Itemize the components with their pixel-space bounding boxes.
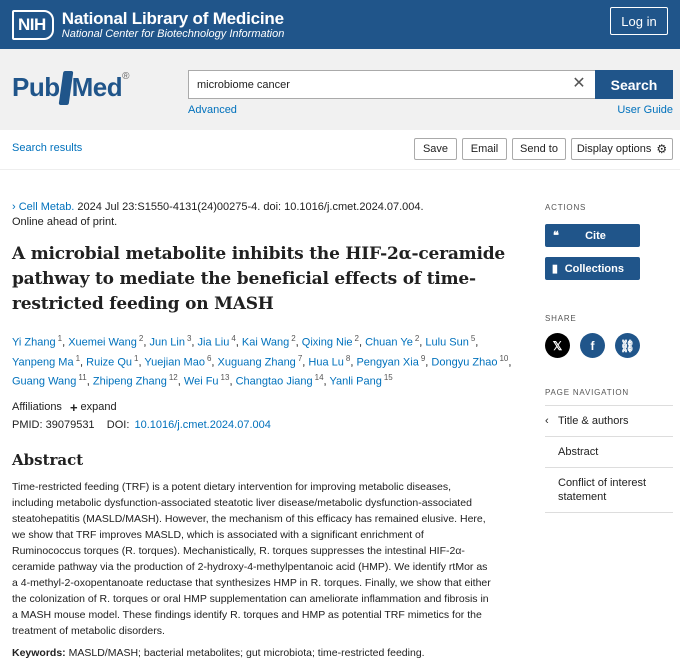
cite-button[interactable] [545, 224, 640, 247]
nih-banner [0, 0, 680, 49]
save-button[interactable]: Save [414, 138, 457, 160]
nih-subtitle: National Center for Biotechnology Information [61, 27, 285, 40]
citation-details: 2024 Jul 23:S1550-4131(24)00275-4. doi: 10.1016/j.cmet.2024.07.004. [74, 201, 424, 213]
nav-item-abstract[interactable]: Abstract [545, 437, 673, 468]
affiliation-number[interactable]: 2 [354, 334, 359, 343]
author-link[interactable]: Xuemei Wang [68, 336, 137, 349]
affiliation-number[interactable]: 2 [291, 334, 296, 343]
author-link[interactable]: Wei Fu [183, 375, 219, 388]
collections-label: Collections [564, 262, 624, 275]
nav-item-conflict[interactable]: Conflict of interest statement [545, 468, 673, 513]
keywords-list: MASLD/MASH; bacterial metabolites; gut microbiota; time-restricted feeding. [65, 646, 425, 659]
send-to-button[interactable]: Send to [512, 138, 566, 160]
link-share-icon[interactable]: ⛓ [615, 333, 640, 358]
article-main [12, 200, 512, 659]
affiliation-number[interactable]: 13 [220, 373, 230, 383]
author-link[interactable]: Jia Liu [197, 336, 230, 349]
login-button[interactable]: Log in [610, 7, 668, 35]
abstract-heading: Abstract [12, 450, 84, 469]
keywords-label: Keywords: [12, 646, 66, 659]
affiliation-number[interactable]: 3 [186, 334, 192, 343]
author-link[interactable]: Hua Lu [308, 356, 344, 369]
nav-item-title-authors[interactable] [545, 406, 673, 437]
sidebar [545, 200, 673, 513]
share-buttons [545, 333, 673, 358]
affiliation-number[interactable]: 14 [314, 373, 324, 383]
affiliations-row[interactable] [12, 400, 512, 415]
doi-link[interactable]: 10.1016/j.cmet.2024.07.004 [134, 418, 271, 431]
x-share-icon[interactable]: 𝕏 [545, 333, 570, 358]
affiliation-number[interactable]: 12 [168, 373, 178, 383]
display-options-button[interactable] [571, 138, 673, 160]
pubmed-logo[interactable] [12, 71, 129, 105]
author-link[interactable]: Changtao Jiang [235, 375, 313, 388]
publication-status: Online ahead of print. [12, 216, 118, 228]
gear-icon: ⚙ [656, 142, 668, 156]
author-link[interactable]: Lulu Sun [425, 336, 469, 349]
journal-link[interactable]: Cell Metab. [18, 201, 75, 213]
article-title: A microbial metabolite inhibits the HIF-2α-ceramide pathway to mediate the beneficial effects of time-restricted feeding on MASH [12, 244, 506, 314]
pubmed-logo-pub: Pub [12, 72, 60, 102]
facebook-share-icon[interactable]: f [580, 333, 605, 358]
affiliation-number[interactable]: 8 [345, 353, 351, 363]
author-link[interactable]: Yanpeng Ma [12, 356, 74, 369]
author-link[interactable]: Pengyan Xia [356, 356, 419, 369]
affiliation-number[interactable]: 5 [470, 334, 476, 343]
abstract-text: Time-restricted feeding (TRF) is a potent dietary intervention for improving metabolic diseases, including metabolic dysfunction-associated steatotic liver disease/metabolic dysfunction-associated steatohepatitis (MASLD/MASH). However, the mechanism of this efficacy has remained elusive. Here, we show that TRF improves MASLD, which is associated with a significant enrichment of Ruminococcus torques (R. torques). Mechanistically, R. torques suppresses the intestinal HIF-2α-ceramide pathway via the production of 2-hydroxy-4-methylpentanoic acid (HMP). We identify rtMor as a 4-methyl-2-oxopentanoate reductase that synthesizes HMP in R. torques. Finally, we show that either the colonization of R. torques or oral HMP supplementation can ameliorate inflammation and fibrosis in a MASH mouse model. These findings identify R. torques and HMP as potential TRF mimetics for the treatment of metabolic disorders. [12, 480, 491, 637]
actions-heading: ACTIONS [545, 203, 587, 212]
affiliation-number[interactable]: 9 [420, 353, 426, 363]
search-header [0, 49, 680, 130]
author-link[interactable]: Qixing Nie [301, 336, 353, 349]
page-navigation-heading: PAGE NAVIGATION [545, 388, 630, 397]
affiliations-label: Affiliations [12, 401, 62, 414]
affiliation-number[interactable]: 15 [383, 373, 393, 383]
affiliation-number[interactable]: 10 [499, 353, 509, 363]
affiliation-number[interactable]: 11 [78, 373, 87, 383]
registered-mark: ® [122, 71, 129, 82]
author-link[interactable]: Guang Wang [12, 375, 77, 388]
clear-icon[interactable]: ✕ [572, 75, 586, 92]
affiliation-number[interactable]: 1 [57, 334, 63, 343]
author-link[interactable]: Ruize Qu [86, 356, 133, 369]
affiliation-number[interactable]: 7 [297, 353, 303, 363]
user-guide-link[interactable]: User Guide [617, 104, 673, 116]
plus-icon: + [69, 399, 78, 415]
article-toolbar [0, 130, 680, 170]
affiliation-number[interactable]: 1 [75, 353, 81, 363]
email-button[interactable]: Email [462, 138, 507, 160]
pmid: PMID: 39079531 [12, 418, 95, 431]
author-link[interactable]: Kai Wang [241, 336, 290, 349]
nav-item-label: Title & authors [558, 415, 629, 427]
citation-line [12, 200, 512, 215]
doi-label: DOI: [106, 418, 130, 431]
affiliation-number[interactable]: 6 [206, 353, 212, 363]
affiliation-number[interactable]: 2 [414, 334, 420, 343]
expand-label: expand [80, 401, 117, 414]
author-link[interactable]: Zhipeng Zhang [92, 375, 167, 388]
identifiers [12, 419, 512, 431]
affiliation-number[interactable]: 4 [231, 334, 236, 343]
display-options-label: Display options [576, 143, 652, 155]
author-link[interactable]: Xuguang Zhang [217, 356, 296, 369]
author-link[interactable]: Chuan Ye [365, 336, 413, 349]
author-link[interactable]: Jun Lin [149, 336, 185, 349]
affiliation-number[interactable]: 1 [134, 353, 139, 363]
quote-icon: ❝ [553, 230, 559, 242]
advanced-search-link[interactable]: Advanced [188, 104, 237, 116]
keywords [12, 647, 512, 659]
search-button[interactable]: Search [595, 70, 673, 99]
bookmark-icon: ▮ [551, 263, 558, 275]
authors-list: Yi Zhang $^1$, Xuemei Wang $^2$, Jun Lin $^3$, Jia Liu $^4$, Kai Wang $^2$, Qixing Nie $^2$, Chuan Ye $^2$, Lulu Sun $^5$, Yanpeng Ma $^1$, Ruize Qu $^1$, Yuejian Mao $^6$, Xuguang Zhang $^7$, Hua Lu $^8$, Pengyan Xia $^9$, Dongyu Zhao $^{10}$, Guang Wang $^{11}$, Zhipeng Zhang $^{12}$, Wei Fu $^{13}$, Changtao Jiang $^{14}$, Yanli Pang $^{15}$ [12, 334, 512, 388]
author-link[interactable]: Yi Zhang [12, 336, 56, 349]
author-link[interactable]: Yanli Pang [329, 375, 382, 388]
page-navigation-list [545, 405, 673, 513]
nih-title: National Library of Medicine [61, 8, 284, 28]
author-link[interactable]: Dongyu Zhao [431, 356, 498, 369]
author-link[interactable]: Yuejian Mao [144, 356, 205, 369]
share-heading: SHARE [545, 314, 577, 323]
nih-logo-mark: NIH [12, 10, 54, 40]
search-input[interactable]: microbiome cancer [188, 70, 595, 99]
pubmed-logo-med: Med [71, 72, 123, 102]
affiliation-number[interactable]: 2 [138, 334, 144, 343]
chevron-left-icon: ‹ [545, 415, 549, 427]
cite-label: Cite [585, 229, 606, 242]
collections-button[interactable] [545, 257, 640, 280]
chevron-right-icon: › [12, 201, 16, 213]
search-results-link[interactable]: Search results [12, 142, 83, 154]
nih-logo[interactable] [12, 9, 284, 41]
